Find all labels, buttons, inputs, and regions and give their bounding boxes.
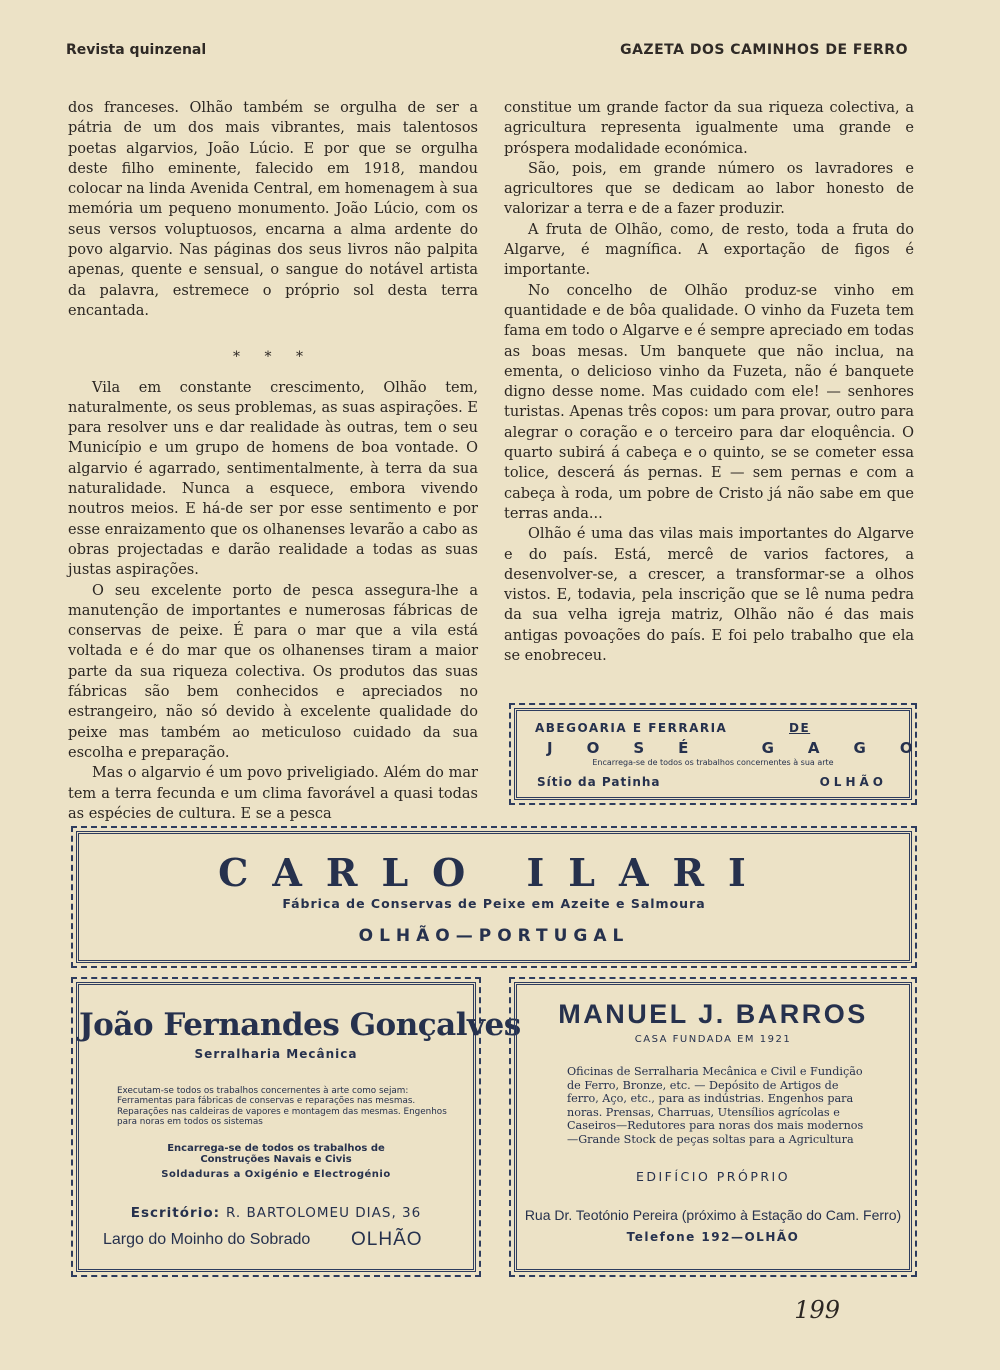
advertisement-carlo-ilari bbox=[76, 831, 912, 963]
ad-name: MANUEL J. BARROS bbox=[558, 999, 868, 1029]
ad-description: Fábrica de Conservas de Peixe em Azeite e Salmoura bbox=[282, 896, 706, 911]
ad-office-label: Escritório: bbox=[130, 1205, 220, 1221]
paragraph: constitue um grande factor da sua riqueza colectiva, a agricultura representa igualmente uma grande e próspera modalidade económica. bbox=[504, 100, 914, 157]
ad-welding: Soldaduras a Oxigénio e Electrogénio bbox=[161, 1169, 391, 1180]
header-left: Revista quinzenal bbox=[66, 42, 207, 58]
paragraph: São, pois, em grande número os lavradores e agricultores que se dedicam ao labor honesto de valorizar a terra e de a fazer produzir. bbox=[504, 160, 914, 218]
ad-subtitle: CASA FUNDADA EM 1921 bbox=[634, 1034, 792, 1045]
ad-town: OLHÃO bbox=[819, 775, 887, 789]
ad-name: CARLO ILARI bbox=[218, 850, 770, 895]
paragraph: Mas o algarvio é um povo priveligiado. Além do mar tem a terra fecunda e um clima favorável a quasi todas as espécies de cultura. E se a pesca bbox=[68, 765, 478, 822]
ad-building: EDIFÍCIO PRÓPRIO bbox=[635, 1169, 791, 1184]
ad-body: Executam-se todos os trabalhos concernentes à arte como sejam: Ferramentas para fábricas de conservas e reparações nas mesmas. Reparações nas caldeiras de vapores e montagem das mesmas. Engenhos para noras em todos os sistemas bbox=[117, 1086, 447, 1128]
ad-heading-de: DE bbox=[789, 721, 811, 735]
ad-tagline: Encarrega-se de todos os trabalhos concernentes à sua arte bbox=[592, 758, 834, 767]
page-number: 199 bbox=[794, 1296, 840, 1324]
paragraph: No concelho de Olhão produz-se vinho em quantidade e de bôa qualidade. O vinho da Fuzeta tem fama em todo o Algarve e é sempre apreciado em todas as boas mesas. Um banquete que não inclua, na ementa, o delicioso vinho da Fuzeta, não é banquete digno desse nome. Mas cuidado com ele! — senhores turistas. Apenas três copos: um para provar, outro para alegrar o coração e o terceiro para dar eloquência. O quarto subirá á cabeça e o quinto, se se cometer essa tolice, descerá ás pernas. E — sem pernas e com a cabeça à roda, um pobre de Cristo já não sabe em que terras anda... bbox=[504, 282, 914, 522]
ad-place: OLHÃO—PORTUGAL bbox=[358, 926, 630, 946]
right-column bbox=[504, 98, 914, 666]
paragraph: Olhão é uma das vilas mais importantes do Algarve e do país. Está, mercê de varios factores, a desenvolver-se, a crescer, a transformar-se a olhos vistos. E, todavia, pela inscrição que se lê numa pedra da sua velha igreja matriz, Olhão não é das mais antigas povoações do país. E foi pelo trabalho que ela se enobreceu. bbox=[504, 526, 914, 665]
ad-town: OLHÃO bbox=[351, 1229, 423, 1250]
ad-address: Largo do Moinho do Sobrado bbox=[103, 1231, 311, 1248]
ad-services: Encarrega-se de todos os trabalhos de Construções Navais e Civis bbox=[167, 1143, 385, 1165]
header-right: GAZETA DOS CAMINHOS DE FERRO bbox=[620, 42, 908, 58]
left-column bbox=[68, 98, 478, 824]
paragraph: A fruta de Olhão, como, de resto, toda a fruta do Algarve, é magnífica. A exportação de figos é importante. bbox=[504, 221, 914, 279]
ad-name: João Fernandes Gonçalves bbox=[79, 1007, 521, 1043]
ad-subtitle: Serralharia Mecânica bbox=[194, 1047, 358, 1061]
ad-place: Sítio da Patinha bbox=[537, 775, 661, 789]
ad-heading: ABEGOARIA E FERRARIA bbox=[535, 721, 728, 735]
advertisement-manuel-barros bbox=[514, 982, 912, 1272]
advertisement-jose-gago bbox=[514, 708, 947, 800]
paragraph: Vila em constante crescimento, Olhão tem, naturalmente, os seus problemas, as suas aspirações. E para resolver uns e dar realidade às outras, tem o seu Município e um grupo de homens de boa vontade. O algarvio é agarrado, sentimentalmente, à terra da sua naturalidade. Nunca a esquece, embora vivendo noutros meios. E há-de ser por esse sentimento e por esse enraizamento que os olhanenses levarão a cabo as obras projectadas e darão realidade a todas as suas justas aspirações. bbox=[68, 379, 478, 579]
advertisement-joao-fernandes-goncalves bbox=[76, 982, 521, 1272]
section-divider: * * * bbox=[233, 349, 313, 366]
ad-office: R. BARTOLOMEU DIAS, 36 bbox=[226, 1205, 422, 1221]
ad-address: Rua Dr. Teotónio Pereira (próximo à Estação do Cam. Ferro) bbox=[524, 1207, 902, 1223]
paragraph: dos franceses. Olhão também se orgulha de ser a pátria de um dos mais vibrantes, mais talentosos poetas algarvios, João Lúcio. E por que se orgulha deste filho eminente, falecido em 1918, mandou colocar na linda Avenida Central, em homenagem à sua memória um pequeno monumento. João Lúcio, com os seus versos voluptuosos, encarna a alma ardente do povo algarvio. Nas páginas dos seus livros não palpita apenas, quente e sensual, o sangue do notável artista da palavra, estremece o próprio sol desta terra encantada. bbox=[68, 100, 478, 319]
paragraph: O seu excelente porto de pesca assegura-lhe a manutenção de importantes e numerosas fábricas de conservas de peixe. É para o mar que a vila está voltada e é do mar que os olhanenses tiram a maior parte da sua riqueza colectiva. Os produtos das suas fábricas são bem conhecidos e apreciados no estrangeiro, não só devido à excelente qualidade do peixe mas também ao meticuloso cuidado da sua escolha e preparação. bbox=[68, 582, 478, 761]
ad-body: Oficinas de Serralharia Mecânica e Civil e Fundição de Ferro, Bronze, etc. — Depósito de Artigos de ferro, Aço, etc., para as indústrias. Engenhos para noras. Prensas, Charruas, Utensílios agrícolas e Caseiros—Redutores para noras dos mais modernos—Grande Stock de peças soltas para a Agricultura bbox=[567, 1065, 864, 1146]
ad-phone: Telefone 192—OLHÃO bbox=[626, 1230, 800, 1244]
ad-name: JOSÉ GAGO bbox=[547, 739, 947, 757]
